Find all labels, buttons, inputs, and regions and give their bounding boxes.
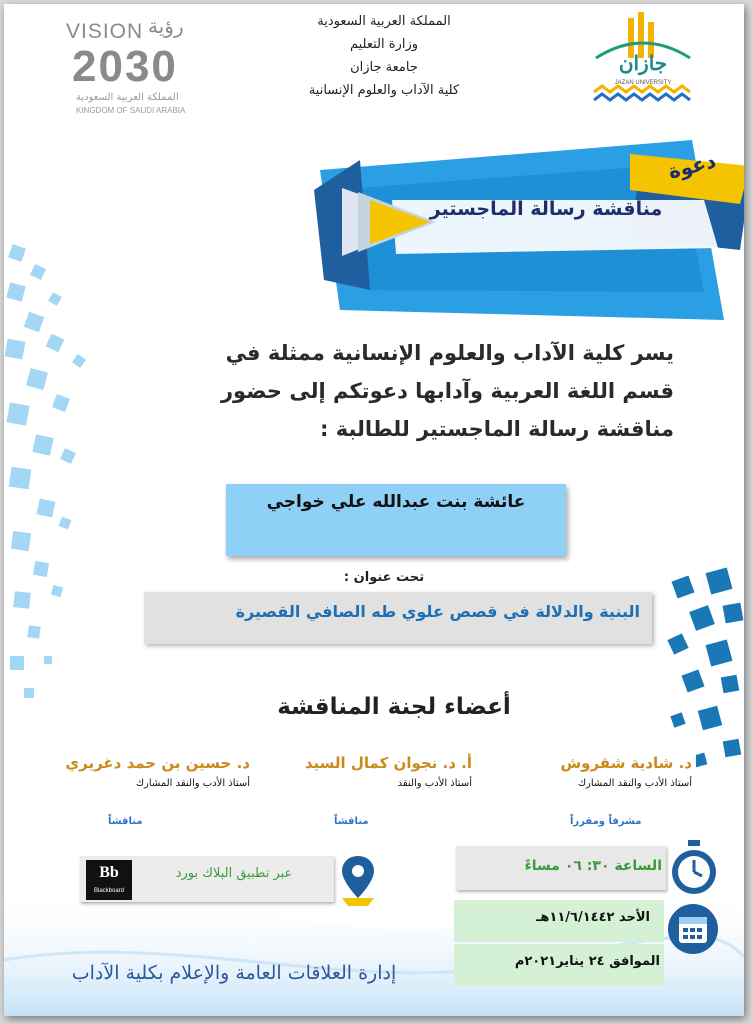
vision-year: 2030 <box>72 42 178 91</box>
blackboard-logo-letters: Bb <box>99 864 119 881</box>
member-name: د. شادية شقروش <box>560 754 692 772</box>
platform-text: عبر تطبيق البلاك بورد <box>175 866 293 881</box>
vision-word: VISION <box>66 20 144 43</box>
thesis-title: البنية والدلالة في قصص علوي طه الصافي القصيرة <box>235 602 640 621</box>
event-date-hijri: الأحد ١١/٦/١٤٤٢هـ <box>535 910 650 925</box>
header-line: وزارة التعليم <box>349 37 419 52</box>
vision-subtitle-english: KINGDOM OF SAUDI ARABIA <box>76 106 186 115</box>
svg-text:JAZAN UNIVERSITY: JAZAN UNIVERSITY <box>614 80 672 86</box>
member-rank: أستاذ الأدب والنقد المشارك <box>135 778 250 789</box>
member-role: مشرفاً ومقرراً <box>570 816 642 827</box>
member-name: أ. د. نجوان كمال السيد <box>304 754 472 772</box>
member-rank: أستاذ الأدب والنقد المشارك <box>577 778 692 789</box>
intro-line: يسر كلية الآداب والعلوم الإنسانية ممثلة في <box>225 341 674 365</box>
vision-subtitle-arabic: المملكة العربية السعودية <box>76 92 179 103</box>
committee-member-supervisor <box>452 754 692 789</box>
member-rank: أستاذ الأدب والنقد <box>397 778 472 789</box>
committee-heading: أعضاء لجنة المناقشة <box>277 694 511 720</box>
blackboard-logo-word: Blackboard <box>93 888 125 894</box>
calendar-icon <box>666 902 720 956</box>
event-time: الساعة ٣٠: ٠٦ مساءً <box>524 858 662 874</box>
location-pin-icon <box>338 852 378 908</box>
university-logo <box>588 8 698 108</box>
header-line: المملكة العربية السعودية <box>317 14 451 29</box>
svg-text:جازان: جازان <box>618 51 668 75</box>
footer-department: إدارة العلاقات العامة والإعلام بكلية الآداب <box>71 962 397 984</box>
vision-2030-logo <box>66 14 216 114</box>
member-name: د. حسين بن حمد دغريري <box>65 754 250 772</box>
vision-arabic-word: رؤية <box>148 14 184 38</box>
banner-invite-label: دعوة <box>665 148 719 184</box>
banner-title: مناقشة رسالة الماجستير <box>429 198 663 220</box>
clock-icon <box>666 838 722 898</box>
intro-line: مناقشة رسالة الماجستير للطالبة : <box>320 417 674 441</box>
invitation-card <box>4 4 744 1016</box>
student-name: عائشة بنت عبدالله علي خواجي <box>266 492 526 512</box>
member-role: مناقشاً <box>108 816 143 827</box>
header-institution-lines <box>274 10 494 102</box>
blackboard-logo <box>86 860 132 900</box>
header-line: كلية الآداب والعلوم الإنسانية <box>308 83 460 98</box>
under-title-label: تحت عنوان : <box>343 570 425 585</box>
committee-member-examiner-2 <box>10 754 250 789</box>
member-role: مناقشاً <box>334 816 369 827</box>
event-date-gregorian: الموافق ٢٤ يناير٢٠٢١م <box>514 954 660 969</box>
intro-paragraph <box>94 334 674 448</box>
committee-member-examiner-1 <box>232 754 472 789</box>
header-line: جامعة جازان <box>350 60 418 75</box>
intro-line: قسم اللغة العربية وآدابها دعوتكم إلى حضور <box>220 379 674 403</box>
decorative-mosaic-left <box>4 236 144 726</box>
